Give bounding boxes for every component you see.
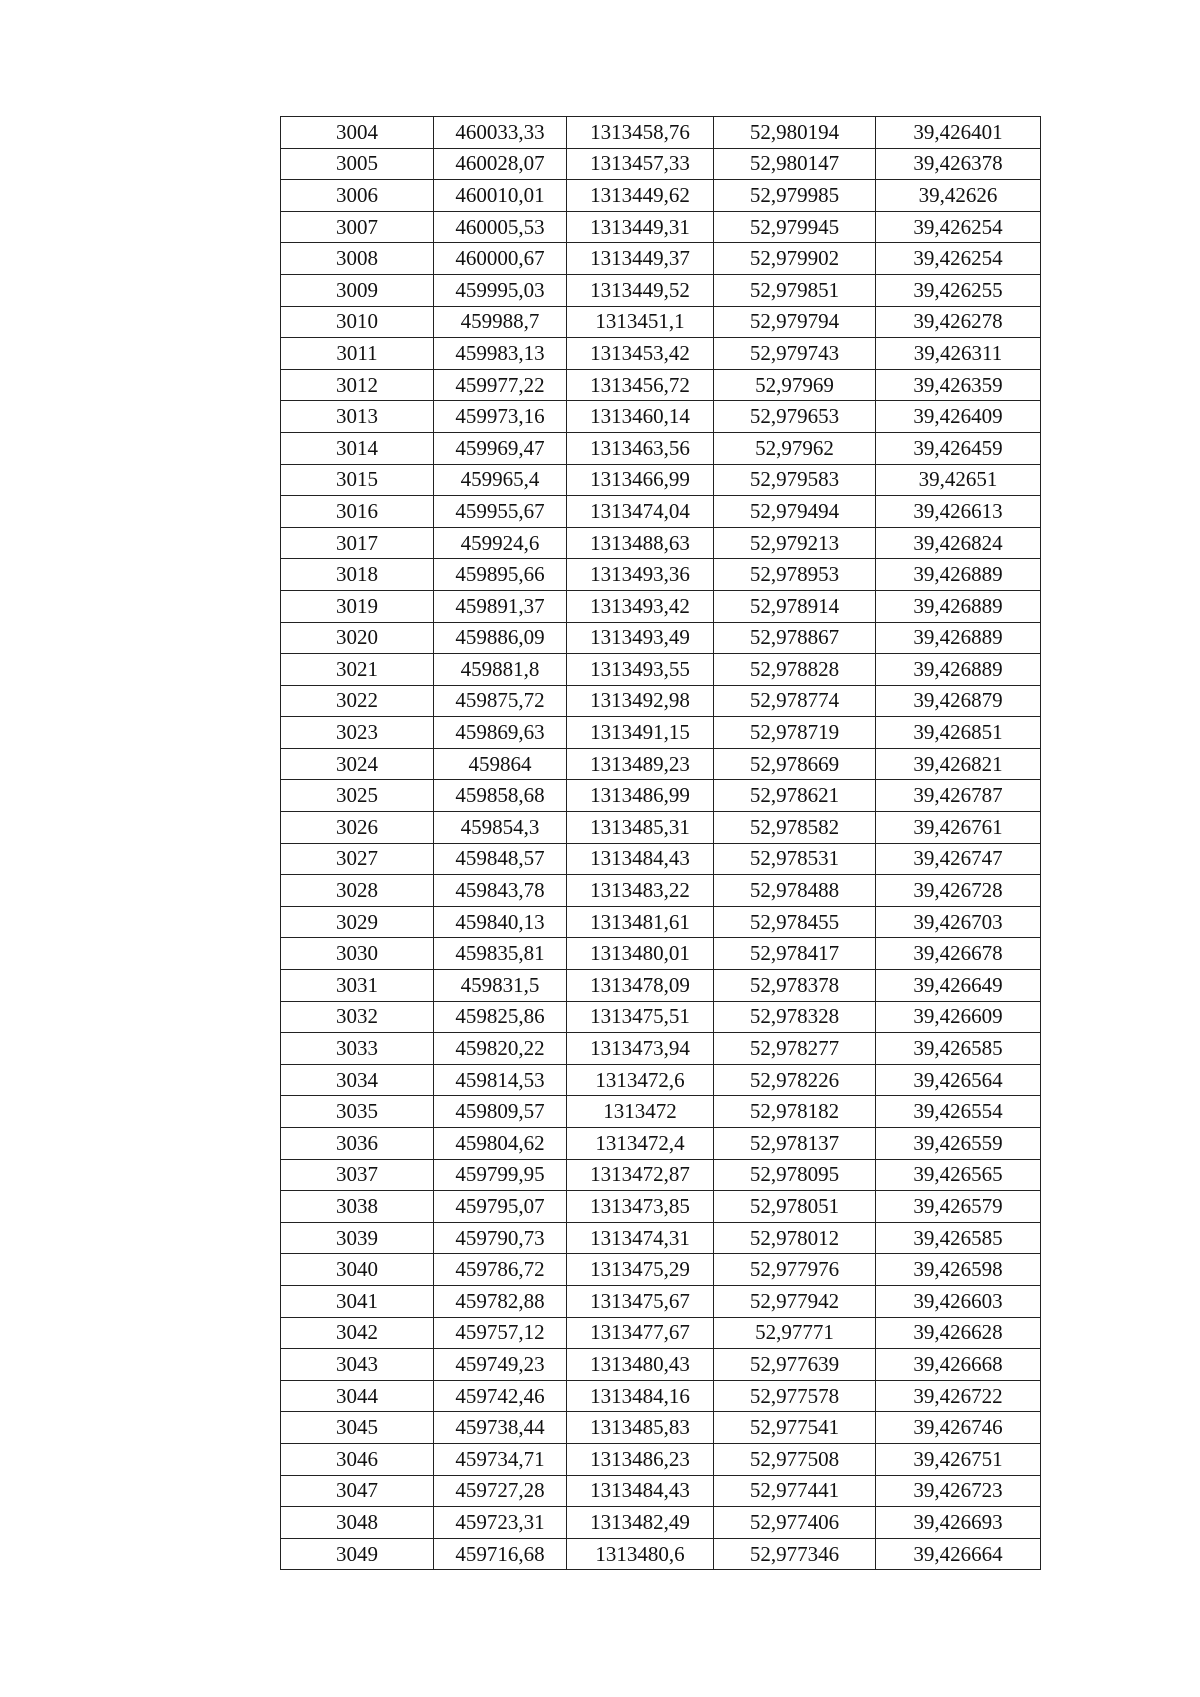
latitude-cell: 52,978531	[714, 843, 876, 875]
y-coordinate-cell: 1313449,62	[567, 180, 714, 212]
latitude-cell: 52,978488	[714, 875, 876, 907]
y-coordinate-cell: 1313474,31	[567, 1222, 714, 1254]
point-number-cell: 3014	[281, 432, 434, 464]
y-coordinate-cell: 1313472,4	[567, 1128, 714, 1160]
y-coordinate-cell: 1313449,52	[567, 274, 714, 306]
y-coordinate-cell: 1313486,23	[567, 1443, 714, 1475]
latitude-cell: 52,978182	[714, 1096, 876, 1128]
longitude-cell: 39,426255	[876, 274, 1041, 306]
longitude-cell: 39,426879	[876, 685, 1041, 717]
latitude-cell: 52,979494	[714, 496, 876, 528]
point-number-cell: 3044	[281, 1380, 434, 1412]
longitude-cell: 39,426585	[876, 1033, 1041, 1065]
point-number-cell: 3035	[281, 1096, 434, 1128]
latitude-cell: 52,978095	[714, 1159, 876, 1191]
point-number-cell: 3047	[281, 1475, 434, 1507]
y-coordinate-cell: 1313493,42	[567, 590, 714, 622]
longitude-cell: 39,426678	[876, 938, 1041, 970]
table-row	[281, 1507, 1041, 1539]
longitude-cell: 39,426378	[876, 148, 1041, 180]
point-number-cell: 3042	[281, 1317, 434, 1349]
x-coordinate-cell: 459988,7	[434, 306, 567, 338]
x-coordinate-cell: 459734,71	[434, 1443, 567, 1475]
table-row	[281, 748, 1041, 780]
point-number-cell: 3019	[281, 590, 434, 622]
latitude-cell: 52,977942	[714, 1285, 876, 1317]
point-number-cell: 3022	[281, 685, 434, 717]
y-coordinate-cell: 1313466,99	[567, 464, 714, 496]
x-coordinate-cell: 459965,4	[434, 464, 567, 496]
table-row	[281, 1412, 1041, 1444]
table-row	[281, 496, 1041, 528]
latitude-cell: 52,980194	[714, 117, 876, 149]
point-number-cell: 3045	[281, 1412, 434, 1444]
table-row	[281, 622, 1041, 654]
x-coordinate-cell: 459969,47	[434, 432, 567, 464]
y-coordinate-cell: 1313449,37	[567, 243, 714, 275]
y-coordinate-cell: 1313472,87	[567, 1159, 714, 1191]
latitude-cell: 52,977578	[714, 1380, 876, 1412]
x-coordinate-cell: 459843,78	[434, 875, 567, 907]
latitude-cell: 52,978914	[714, 590, 876, 622]
point-number-cell: 3032	[281, 1001, 434, 1033]
longitude-cell: 39,426628	[876, 1317, 1041, 1349]
latitude-cell: 52,97969	[714, 369, 876, 401]
table-row	[281, 243, 1041, 275]
longitude-cell: 39,426693	[876, 1507, 1041, 1539]
x-coordinate-cell: 459790,73	[434, 1222, 567, 1254]
x-coordinate-cell: 459799,95	[434, 1159, 567, 1191]
point-number-cell: 3046	[281, 1443, 434, 1475]
latitude-cell: 52,978621	[714, 780, 876, 812]
latitude-cell: 52,979902	[714, 243, 876, 275]
latitude-cell: 52,979213	[714, 527, 876, 559]
table-row	[281, 211, 1041, 243]
point-number-cell: 3036	[281, 1128, 434, 1160]
longitude-cell: 39,426649	[876, 970, 1041, 1002]
latitude-cell: 52,979985	[714, 180, 876, 212]
y-coordinate-cell: 1313486,99	[567, 780, 714, 812]
x-coordinate-cell: 459983,13	[434, 338, 567, 370]
point-number-cell: 3026	[281, 812, 434, 844]
y-coordinate-cell: 1313491,15	[567, 717, 714, 749]
longitude-cell: 39,426311	[876, 338, 1041, 370]
table-row	[281, 1222, 1041, 1254]
y-coordinate-cell: 1313483,22	[567, 875, 714, 907]
y-coordinate-cell: 1313488,63	[567, 527, 714, 559]
longitude-cell: 39,426559	[876, 1128, 1041, 1160]
latitude-cell: 52,978277	[714, 1033, 876, 1065]
x-coordinate-cell: 459782,88	[434, 1285, 567, 1317]
latitude-cell: 52,978012	[714, 1222, 876, 1254]
table-row	[281, 1349, 1041, 1381]
y-coordinate-cell: 1313457,33	[567, 148, 714, 180]
y-coordinate-cell: 1313456,72	[567, 369, 714, 401]
longitude-cell: 39,426278	[876, 306, 1041, 338]
y-coordinate-cell: 1313485,31	[567, 812, 714, 844]
latitude-cell: 52,978582	[714, 812, 876, 844]
x-coordinate-cell: 459795,07	[434, 1191, 567, 1223]
point-number-cell: 3023	[281, 717, 434, 749]
x-coordinate-cell: 459924,6	[434, 527, 567, 559]
latitude-cell: 52,97771	[714, 1317, 876, 1349]
point-number-cell: 3008	[281, 243, 434, 275]
longitude-cell: 39,42626	[876, 180, 1041, 212]
y-coordinate-cell: 1313484,43	[567, 843, 714, 875]
latitude-cell: 52,977541	[714, 1412, 876, 1444]
x-coordinate-cell: 459814,53	[434, 1064, 567, 1096]
point-number-cell: 3030	[281, 938, 434, 970]
longitude-cell: 39,42651	[876, 464, 1041, 496]
latitude-cell: 52,979653	[714, 401, 876, 433]
table-row	[281, 1033, 1041, 1065]
point-number-cell: 3004	[281, 117, 434, 149]
x-coordinate-cell: 459891,37	[434, 590, 567, 622]
y-coordinate-cell: 1313493,36	[567, 559, 714, 591]
table-row	[281, 1191, 1041, 1223]
x-coordinate-cell: 459723,31	[434, 1507, 567, 1539]
x-coordinate-cell: 459875,72	[434, 685, 567, 717]
y-coordinate-cell: 1313449,31	[567, 211, 714, 243]
y-coordinate-cell: 1313460,14	[567, 401, 714, 433]
y-coordinate-cell: 1313451,1	[567, 306, 714, 338]
coordinates-table-body	[281, 117, 1041, 1570]
x-coordinate-cell: 459881,8	[434, 654, 567, 686]
table-row	[281, 1443, 1041, 1475]
latitude-cell: 52,97962	[714, 432, 876, 464]
latitude-cell: 52,978828	[714, 654, 876, 686]
point-number-cell: 3041	[281, 1285, 434, 1317]
latitude-cell: 52,977976	[714, 1254, 876, 1286]
point-number-cell: 3017	[281, 527, 434, 559]
point-number-cell: 3020	[281, 622, 434, 654]
longitude-cell: 39,426889	[876, 590, 1041, 622]
point-number-cell: 3037	[281, 1159, 434, 1191]
latitude-cell: 52,978455	[714, 906, 876, 938]
latitude-cell: 52,978774	[714, 685, 876, 717]
table-row	[281, 1001, 1041, 1033]
y-coordinate-cell: 1313473,85	[567, 1191, 714, 1223]
latitude-cell: 52,978051	[714, 1191, 876, 1223]
longitude-cell: 39,426889	[876, 654, 1041, 686]
point-number-cell: 3005	[281, 148, 434, 180]
y-coordinate-cell: 1313480,6	[567, 1538, 714, 1570]
point-number-cell: 3033	[281, 1033, 434, 1065]
table-row	[281, 970, 1041, 1002]
table-row	[281, 148, 1041, 180]
x-coordinate-cell: 459848,57	[434, 843, 567, 875]
y-coordinate-cell: 1313472	[567, 1096, 714, 1128]
x-coordinate-cell: 459757,12	[434, 1317, 567, 1349]
y-coordinate-cell: 1313475,67	[567, 1285, 714, 1317]
x-coordinate-cell: 459995,03	[434, 274, 567, 306]
point-number-cell: 3024	[281, 748, 434, 780]
table-row	[281, 654, 1041, 686]
x-coordinate-cell: 459809,57	[434, 1096, 567, 1128]
latitude-cell: 52,978953	[714, 559, 876, 591]
table-row	[281, 685, 1041, 717]
point-number-cell: 3049	[281, 1538, 434, 1570]
x-coordinate-cell: 459738,44	[434, 1412, 567, 1444]
table-row	[281, 274, 1041, 306]
point-number-cell: 3021	[281, 654, 434, 686]
latitude-cell: 52,977441	[714, 1475, 876, 1507]
x-coordinate-cell: 459869,63	[434, 717, 567, 749]
longitude-cell: 39,426728	[876, 875, 1041, 907]
y-coordinate-cell: 1313492,98	[567, 685, 714, 717]
point-number-cell: 3028	[281, 875, 434, 907]
point-number-cell: 3048	[281, 1507, 434, 1539]
latitude-cell: 52,979743	[714, 338, 876, 370]
y-coordinate-cell: 1313480,43	[567, 1349, 714, 1381]
table-row	[281, 1096, 1041, 1128]
longitude-cell: 39,426409	[876, 401, 1041, 433]
table-row	[281, 464, 1041, 496]
y-coordinate-cell: 1313472,6	[567, 1064, 714, 1096]
x-coordinate-cell: 459804,62	[434, 1128, 567, 1160]
point-number-cell: 3027	[281, 843, 434, 875]
table-row	[281, 843, 1041, 875]
table-row	[281, 717, 1041, 749]
longitude-cell: 39,426746	[876, 1412, 1041, 1444]
table-row	[281, 432, 1041, 464]
x-coordinate-cell: 460000,67	[434, 243, 567, 275]
x-coordinate-cell: 459864	[434, 748, 567, 780]
table-row	[281, 1475, 1041, 1507]
y-coordinate-cell: 1313493,55	[567, 654, 714, 686]
table-row	[281, 1064, 1041, 1096]
x-coordinate-cell: 459895,66	[434, 559, 567, 591]
table-row	[281, 812, 1041, 844]
x-coordinate-cell: 459825,86	[434, 1001, 567, 1033]
x-coordinate-cell: 459742,46	[434, 1380, 567, 1412]
latitude-cell: 52,977346	[714, 1538, 876, 1570]
point-number-cell: 3013	[281, 401, 434, 433]
x-coordinate-cell: 460028,07	[434, 148, 567, 180]
table-row	[281, 306, 1041, 338]
table-row	[281, 938, 1041, 970]
y-coordinate-cell: 1313481,61	[567, 906, 714, 938]
y-coordinate-cell: 1313484,43	[567, 1475, 714, 1507]
longitude-cell: 39,426668	[876, 1349, 1041, 1381]
longitude-cell: 39,426565	[876, 1159, 1041, 1191]
y-coordinate-cell: 1313477,67	[567, 1317, 714, 1349]
point-number-cell: 3011	[281, 338, 434, 370]
x-coordinate-cell: 459854,3	[434, 812, 567, 844]
point-number-cell: 3007	[281, 211, 434, 243]
x-coordinate-cell: 459835,81	[434, 938, 567, 970]
y-coordinate-cell: 1313463,56	[567, 432, 714, 464]
y-coordinate-cell: 1313453,42	[567, 338, 714, 370]
table-row	[281, 875, 1041, 907]
table-row	[281, 338, 1041, 370]
table-row	[281, 401, 1041, 433]
longitude-cell: 39,426254	[876, 243, 1041, 275]
longitude-cell: 39,426401	[876, 117, 1041, 149]
y-coordinate-cell: 1313482,49	[567, 1507, 714, 1539]
latitude-cell: 52,978328	[714, 1001, 876, 1033]
latitude-cell: 52,979794	[714, 306, 876, 338]
point-number-cell: 3029	[281, 906, 434, 938]
longitude-cell: 39,426722	[876, 1380, 1041, 1412]
longitude-cell: 39,426554	[876, 1096, 1041, 1128]
longitude-cell: 39,426585	[876, 1222, 1041, 1254]
longitude-cell: 39,426609	[876, 1001, 1041, 1033]
x-coordinate-cell: 459886,09	[434, 622, 567, 654]
longitude-cell: 39,426889	[876, 559, 1041, 591]
latitude-cell: 52,979851	[714, 274, 876, 306]
y-coordinate-cell: 1313473,94	[567, 1033, 714, 1065]
latitude-cell: 52,978226	[714, 1064, 876, 1096]
longitude-cell: 39,426603	[876, 1285, 1041, 1317]
table-row	[281, 1538, 1041, 1570]
table-row	[281, 1159, 1041, 1191]
longitude-cell: 39,426598	[876, 1254, 1041, 1286]
x-coordinate-cell: 459955,67	[434, 496, 567, 528]
latitude-cell: 52,979945	[714, 211, 876, 243]
y-coordinate-cell: 1313478,09	[567, 970, 714, 1002]
table-row	[281, 369, 1041, 401]
point-number-cell: 3040	[281, 1254, 434, 1286]
longitude-cell: 39,426254	[876, 211, 1041, 243]
point-number-cell: 3034	[281, 1064, 434, 1096]
x-coordinate-cell: 459858,68	[434, 780, 567, 812]
longitude-cell: 39,426613	[876, 496, 1041, 528]
longitude-cell: 39,426751	[876, 1443, 1041, 1475]
y-coordinate-cell: 1313475,51	[567, 1001, 714, 1033]
table-row	[281, 906, 1041, 938]
x-coordinate-cell: 459716,68	[434, 1538, 567, 1570]
table-row	[281, 780, 1041, 812]
y-coordinate-cell: 1313484,16	[567, 1380, 714, 1412]
point-number-cell: 3025	[281, 780, 434, 812]
table-row	[281, 180, 1041, 212]
point-number-cell: 3012	[281, 369, 434, 401]
x-coordinate-cell: 460005,53	[434, 211, 567, 243]
x-coordinate-cell: 459831,5	[434, 970, 567, 1002]
longitude-cell: 39,426761	[876, 812, 1041, 844]
longitude-cell: 39,426664	[876, 1538, 1041, 1570]
longitude-cell: 39,426821	[876, 748, 1041, 780]
latitude-cell: 52,978867	[714, 622, 876, 654]
x-coordinate-cell: 459977,22	[434, 369, 567, 401]
table-row	[281, 590, 1041, 622]
coordinates-table	[280, 116, 1041, 1570]
longitude-cell: 39,426747	[876, 843, 1041, 875]
point-number-cell: 3016	[281, 496, 434, 528]
table-row	[281, 117, 1041, 149]
latitude-cell: 52,978417	[714, 938, 876, 970]
y-coordinate-cell: 1313489,23	[567, 748, 714, 780]
x-coordinate-cell: 459749,23	[434, 1349, 567, 1381]
y-coordinate-cell: 1313480,01	[567, 938, 714, 970]
point-number-cell: 3038	[281, 1191, 434, 1223]
table-row	[281, 559, 1041, 591]
x-coordinate-cell: 459820,22	[434, 1033, 567, 1065]
y-coordinate-cell: 1313475,29	[567, 1254, 714, 1286]
x-coordinate-cell: 459727,28	[434, 1475, 567, 1507]
table-row	[281, 1380, 1041, 1412]
point-number-cell: 3010	[281, 306, 434, 338]
longitude-cell: 39,426889	[876, 622, 1041, 654]
latitude-cell: 52,978137	[714, 1128, 876, 1160]
longitude-cell: 39,426359	[876, 369, 1041, 401]
point-number-cell: 3043	[281, 1349, 434, 1381]
x-coordinate-cell: 460033,33	[434, 117, 567, 149]
point-number-cell: 3039	[281, 1222, 434, 1254]
y-coordinate-cell: 1313474,04	[567, 496, 714, 528]
longitude-cell: 39,426723	[876, 1475, 1041, 1507]
point-number-cell: 3009	[281, 274, 434, 306]
y-coordinate-cell: 1313458,76	[567, 117, 714, 149]
y-coordinate-cell: 1313493,49	[567, 622, 714, 654]
table-row	[281, 1128, 1041, 1160]
longitude-cell: 39,426703	[876, 906, 1041, 938]
latitude-cell: 52,978669	[714, 748, 876, 780]
latitude-cell: 52,978719	[714, 717, 876, 749]
point-number-cell: 3015	[281, 464, 434, 496]
x-coordinate-cell: 459840,13	[434, 906, 567, 938]
table-row	[281, 1317, 1041, 1349]
longitude-cell: 39,426851	[876, 717, 1041, 749]
point-number-cell: 3031	[281, 970, 434, 1002]
point-number-cell: 3018	[281, 559, 434, 591]
longitude-cell: 39,426459	[876, 432, 1041, 464]
table-row	[281, 1254, 1041, 1286]
latitude-cell: 52,979583	[714, 464, 876, 496]
longitude-cell: 39,426564	[876, 1064, 1041, 1096]
x-coordinate-cell: 460010,01	[434, 180, 567, 212]
x-coordinate-cell: 459973,16	[434, 401, 567, 433]
point-number-cell: 3006	[281, 180, 434, 212]
latitude-cell: 52,977508	[714, 1443, 876, 1475]
latitude-cell: 52,980147	[714, 148, 876, 180]
y-coordinate-cell: 1313485,83	[567, 1412, 714, 1444]
longitude-cell: 39,426824	[876, 527, 1041, 559]
latitude-cell: 52,977639	[714, 1349, 876, 1381]
longitude-cell: 39,426787	[876, 780, 1041, 812]
latitude-cell: 52,978378	[714, 970, 876, 1002]
table-row	[281, 1285, 1041, 1317]
x-coordinate-cell: 459786,72	[434, 1254, 567, 1286]
latitude-cell: 52,977406	[714, 1507, 876, 1539]
longitude-cell: 39,426579	[876, 1191, 1041, 1223]
table-row	[281, 527, 1041, 559]
